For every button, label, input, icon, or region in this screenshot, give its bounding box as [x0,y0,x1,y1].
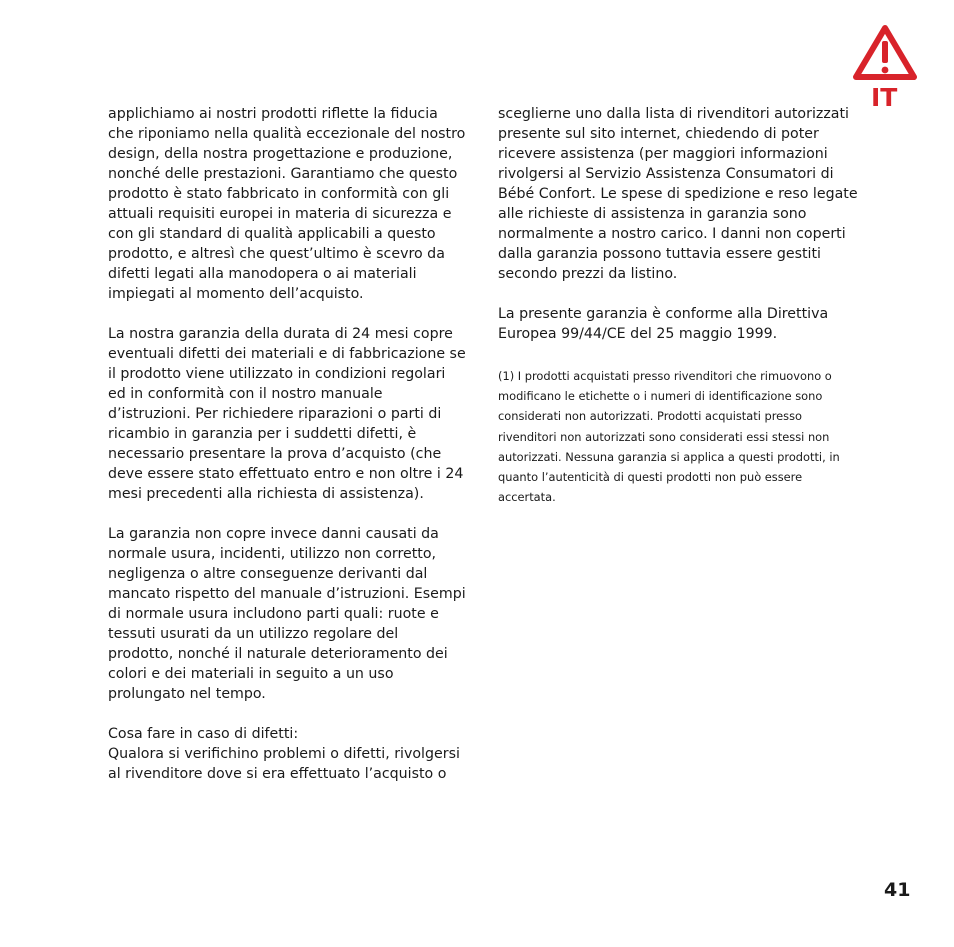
text-line: presente sul sito internet, chiedendo di poter [498,126,819,142]
text-line: eventuali difetti dei materiali e di fabbricazione se [108,346,466,362]
footnote-line: considerati non autorizzati. Prodotti acquistati presso [498,409,803,424]
page-number: 41 [884,879,911,901]
right-column [498,104,858,507]
paragraph [498,304,854,344]
language-code: IT [871,83,898,112]
text-line: sceglierne uno dalla lista di rivenditori autorizzati [498,106,849,122]
text-line: tessuti usurati da un utilizzo regolare del [108,626,399,642]
text-line: attuali requisiti europei in materia di sicurezza e [108,206,452,222]
text-line: negligenza o altre conseguenze derivanti dal [108,566,428,582]
text-line: ricambio in garanzia per i suddetti difetti, è [108,426,417,442]
footnote-line: accertata. [498,490,556,505]
text-line: Europea 99/44/CE del 25 maggio 1999. [498,326,778,342]
text-line: Cosa fare in caso di difetti: [108,726,299,742]
text-line: dalla garanzia possono tuttavia essere gestiti [498,246,821,262]
text-line: d’istruzioni. Per richiedere riparazioni o parti di [108,406,442,422]
footnote-line: quanto l’autenticità di questi prodotti non può essere [498,470,803,485]
text-line: rivolgersi al Servizio Assistenza Consumatori di [498,166,834,182]
footnote [498,366,854,507]
text-line: secondo prezzi da listino. [498,266,678,282]
footnote-line: modificano le etichette o i numeri di identificazione sono [498,389,823,404]
text-line: Qualora si verifichino problemi o difetti, rivolgersi [108,746,460,762]
text-line: impiegati al momento dell’acquisto. [108,286,364,302]
text-line: normale usura, incidenti, utilizzo non corretto, [108,546,437,562]
text-line: che riponiamo nella qualità eccezionale del nostro [108,126,466,142]
text-line: colori e dei materiali in seguito a un uso [108,666,394,682]
text-line: difetti legati alla manodopera o ai materiali [108,266,417,282]
text-line: nonché delle prestazioni. Garantiamo che questo [108,166,458,182]
text-line: prolungato nel tempo. [108,686,266,702]
footnote-line: autorizzati. Nessuna garanzia si applica a questi prodotti, in [498,449,840,464]
text-line: necessario presentare la prova d’acquisto (che [108,446,442,462]
text-line: ricevere assistenza (per maggiori informazioni [498,146,828,162]
paragraph [108,524,470,704]
paragraph [108,324,470,504]
text-line: design, della nostra progettazione e produzione, [108,146,453,162]
paragraph [498,104,858,284]
text-line: prodotto, e altresì che quest’ultimo è scevro da [108,246,445,262]
text-line: mancato rispetto del manuale d’istruzioni. Esempi [108,586,466,602]
text-line: ed in conformità con il nostro manuale [108,386,383,402]
paragraph [108,104,470,304]
paragraph [108,724,470,784]
text-line: prodotto è stato fabbricato in conformità con gli [108,186,450,202]
text-line: deve essere stato effettuato entro e non oltre i 24 [108,466,464,482]
footnote-line: rivenditori non autorizzati sono considerati essi stessi non [498,429,830,444]
warning-triangle-icon [852,24,918,82]
text-line: il prodotto viene utilizzato in condizioni regolari [108,366,446,382]
footnote-line: (1) I prodotti acquistati presso rivenditori che rimuovono o [498,369,832,383]
left-column [108,104,470,784]
text-line: applichiamo ai nostri prodotti riflette la fiducia [108,106,438,122]
text-line: Bébé Confort. Le spese di spedizione e reso legate [498,186,858,202]
text-line: con gli standard di qualità applicabili a questo [108,226,436,242]
text-line: mesi precedenti alla richiesta di assistenza). [108,486,424,502]
text-line: La garanzia non copre invece danni causati da [108,526,439,542]
text-line: di normale usura includono parti quali: ruote e [108,606,439,622]
text-line: normalmente a nostro carico. I danni non coperti [498,226,846,242]
text-line: La nostra garanzia della durata di 24 mesi copre [108,326,453,342]
text-line: al rivenditore dove si era effettuato l’acquisto o [108,766,447,782]
text-line: La presente garanzia è conforme alla Direttiva [498,306,829,322]
text-line: prodotto, nonché il naturale deterioramento dei [108,646,448,662]
text-line: alle richieste di assistenza in garanzia sono [498,206,807,222]
